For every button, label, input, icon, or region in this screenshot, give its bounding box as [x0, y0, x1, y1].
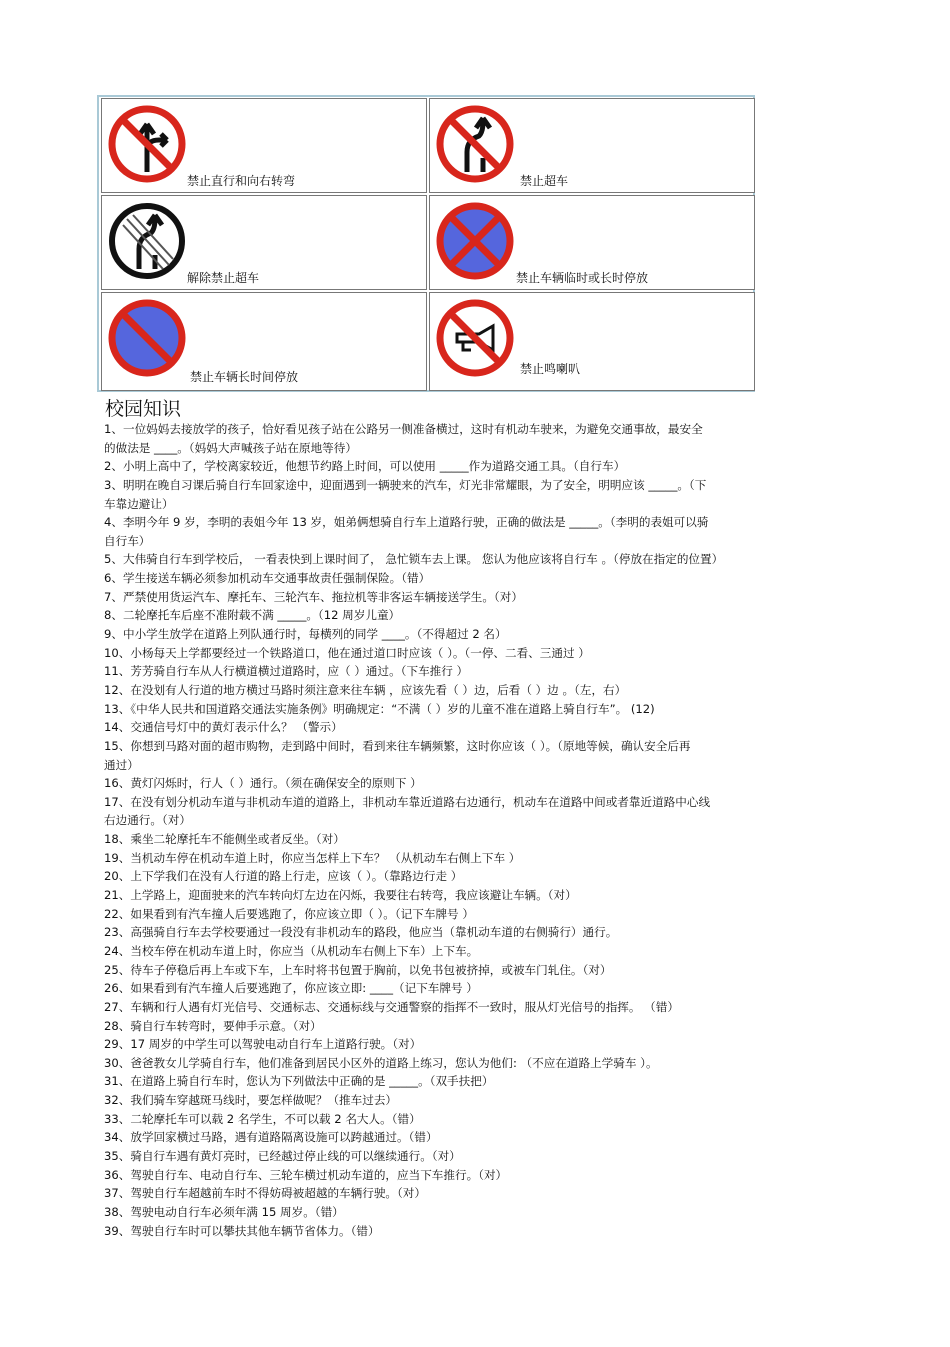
question-line: 32、我们骑车穿越斑马线时，要怎样做呢？（推车过去） [104, 1093, 398, 1108]
question-line: 9、中小学生放学在道路上列队通行时，每横列的同学 ____。（不得超过 2 名） [104, 627, 507, 642]
question-line: 4、李明今年 9 岁，李明的表姐今年 13 岁，姐弟俩想骑自行车上道路行驶，正确的做法是 _____。（李明的表姐可以骑 [104, 515, 709, 530]
sign-cell [429, 195, 755, 290]
question-line: 2、小明上高中了，学校离家较近，他想节约路上时间，可以使用 _____作为道路交通工具。（自行车） [104, 459, 626, 474]
sign-cell [101, 195, 427, 290]
sign-cell [429, 292, 755, 391]
question-line: 右边通行。（对） [104, 813, 191, 828]
question-line: 24、当校车停在机动车道上时，你应当（从机动车右侧上下车）上下车。 [104, 943, 479, 958]
question-line: 23、高强骑自行车去学校要通过一段没有非机动车的路段，他应当（靠机动车道的右侧骑行）通行。 [104, 925, 618, 940]
question-line: 7、严禁使用货运汽车、摩托车、三轮汽车、拖拉机等非客运车辆接送学生。（对） [104, 589, 523, 604]
question-line: 15、你想到马路对面的超市购物，走到路中间时，看到来往车辆频繁，这时你应该（ ）。（原地等候，确认安全后再 [104, 738, 691, 753]
question-line: 22、如果看到有汽车撞人后要逃跑了，你应该立即（ ）。（记下车牌号 ） [104, 906, 474, 921]
question-line: 28、骑自行车转弯时，要伸手示意。（对） [104, 1018, 322, 1033]
question-line: 14、交通信号灯中的黄灯表示什么？ （警示） [104, 720, 343, 735]
question-line: 33、二轮摩托车可以载 2 名学生，不可以载 2 名大人。（错） [104, 1111, 421, 1126]
question-line: 8、二轮摩托车后座不准附载不满 _____。（12 周岁儿童） [104, 608, 401, 623]
no-stopping-icon [435, 199, 515, 283]
question-line: 31、在道路上骑自行车时，您认为下列做法中正确的是 _____。（双手扶把） [104, 1074, 494, 1089]
sign-cell [101, 98, 427, 193]
sign-label: 禁止超车 [520, 174, 569, 188]
question-line: 34、放学回家横过马路，遇有道路隔离设施可以跨越通过。（错） [104, 1130, 438, 1145]
question-line: 21、上学路上，迎面驶来的汽车转向灯左边在闪烁，我要往右转弯，我应该避让车辆。（对） [104, 888, 577, 903]
question-line: 39、驾驶自行车时可以攀扶其他车辆节省体力。（错） [104, 1223, 380, 1238]
question-line: 13、《中华人民共和国道路交通法实施条例》明确规定：“不满（ ）岁的儿童不准在道路上骑自行车”。 (12) [104, 701, 655, 716]
sign-label: 禁止直行和向右转弯 [187, 174, 296, 188]
question-line: 16、黄灯闪烁时，行人（ ）通行。（须在确保安全的原则下 ） [104, 776, 422, 791]
question-line: 1、一位妈妈去接放学的孩子，恰好看见孩子站在公路另一侧准备横过，这时有机动车驶来，为避免交通事故，最安全 [104, 422, 703, 436]
sign-cell [101, 292, 427, 391]
no-parking-icon [107, 296, 187, 380]
question-line: 6、学生接送车辆必须参加机动车交通事故责任强制保险。（错） [104, 571, 431, 586]
question-line: 车靠边避让） [104, 496, 174, 511]
question-line: 12、在没划有人行道的地方横过马路时须注意来往车辆 ，应该先看（ ）边，后看（ ）边 。（左，右） [104, 682, 627, 697]
question-line: 30、爸爸教女儿学骑自行车，他们准备到居民小区外的道路上练习，您认为他们: （不应在道路上学骑车 ）。 [104, 1055, 658, 1070]
sign-cell [429, 98, 755, 193]
question-line: 3、明明在晚自习课后骑自行车回家途中，迎面遇到一辆驶来的汽车，灯光非常耀眼，为了安全，明明应该 _____。（下 [104, 477, 707, 492]
sign-label: 解除禁止超车 [187, 271, 260, 285]
question-line: 25、待车子停稳后再上车或下车，上车时将书包置于胸前，以免书包被挤掉，或被车门轧住。（对） [104, 962, 612, 977]
no-straight-or-right-turn-icon [107, 102, 187, 186]
question-line: 18、乘坐二轮摩托车不能侧坐或者反坐。（对） [104, 832, 345, 847]
question-line: 通过） [104, 757, 139, 772]
question-line: 37、驾驶自行车超越前车时不得妨碍被超越的车辆行驶。（对） [104, 1186, 426, 1201]
question-line: 自行车） [104, 533, 151, 548]
sign-label: 禁止车辆长时间停放 [190, 370, 299, 384]
traffic-sign-table [97, 95, 755, 392]
question-line: 20、上下学我们在没有人行道的路上行走，应该（ ）。（靠路边行走 ） [104, 869, 463, 884]
end-no-overtaking-icon [107, 199, 187, 283]
question-line: 19、当机动车停在机动车道上时，你应当怎样上下车？ （从机动车右侧上下车 ） [104, 850, 521, 865]
question-line: 10、小杨每天上学都要经过一个铁路道口，他在通过道口时应该（ ）。（一停、二看、三通过 ） [104, 645, 590, 660]
question-line: 35、骑自行车遇有黄灯亮时，已经越过停止线的可以继续通行。（对） [104, 1148, 461, 1163]
question-line: 29、17 周岁的中学生可以驾驶电动自行车上道路行驶。（对） [104, 1037, 422, 1052]
question-line: 的做法是 ____。（妈妈大声喊孩子站在原地等待） [104, 440, 357, 455]
sign-label: 禁止车辆临时或长时停放 [516, 271, 649, 285]
question-line: 38、驾驶电动自行车必须年满 15 周岁。（错） [104, 1204, 344, 1219]
question-line: 11、芳芳骑自行车从人行横道横过道路时，应（ ）通过。（下车推行 ） [104, 664, 469, 679]
no-overtaking-icon [435, 102, 515, 186]
question-list [104, 420, 844, 1240]
question-line: 36、驾驶自行车、电动自行车、三轮车横过机动车道的，应当下车推行。（对） [104, 1167, 508, 1182]
sign-label: 禁止鸣喇叭 [520, 362, 581, 376]
question-line: 5、大伟骑自行车到学校后， 一看表快到上课时间了， 急忙锁车去上课。 您认为他应该将自行车 。（停放在指定的位置） [104, 552, 724, 567]
section-heading: 校园知识 [105, 398, 182, 420]
question-line: 27、车辆和行人遇有灯光信号、交通标志、交通标线与交通警察的指挥不一致时，服从灯光信号的指挥。 （错） [104, 999, 679, 1014]
question-line: 26、如果看到有汽车撞人后要逃跑了，你应该立即: ____（记下车牌号 ） [104, 981, 478, 996]
no-horn-icon [435, 296, 515, 380]
question-line: 17、在没有划分机动车道与非机动车道的道路上，非机动车靠近道路右边通行，机动车在道路中间或者靠近道路中心线 [104, 794, 711, 809]
